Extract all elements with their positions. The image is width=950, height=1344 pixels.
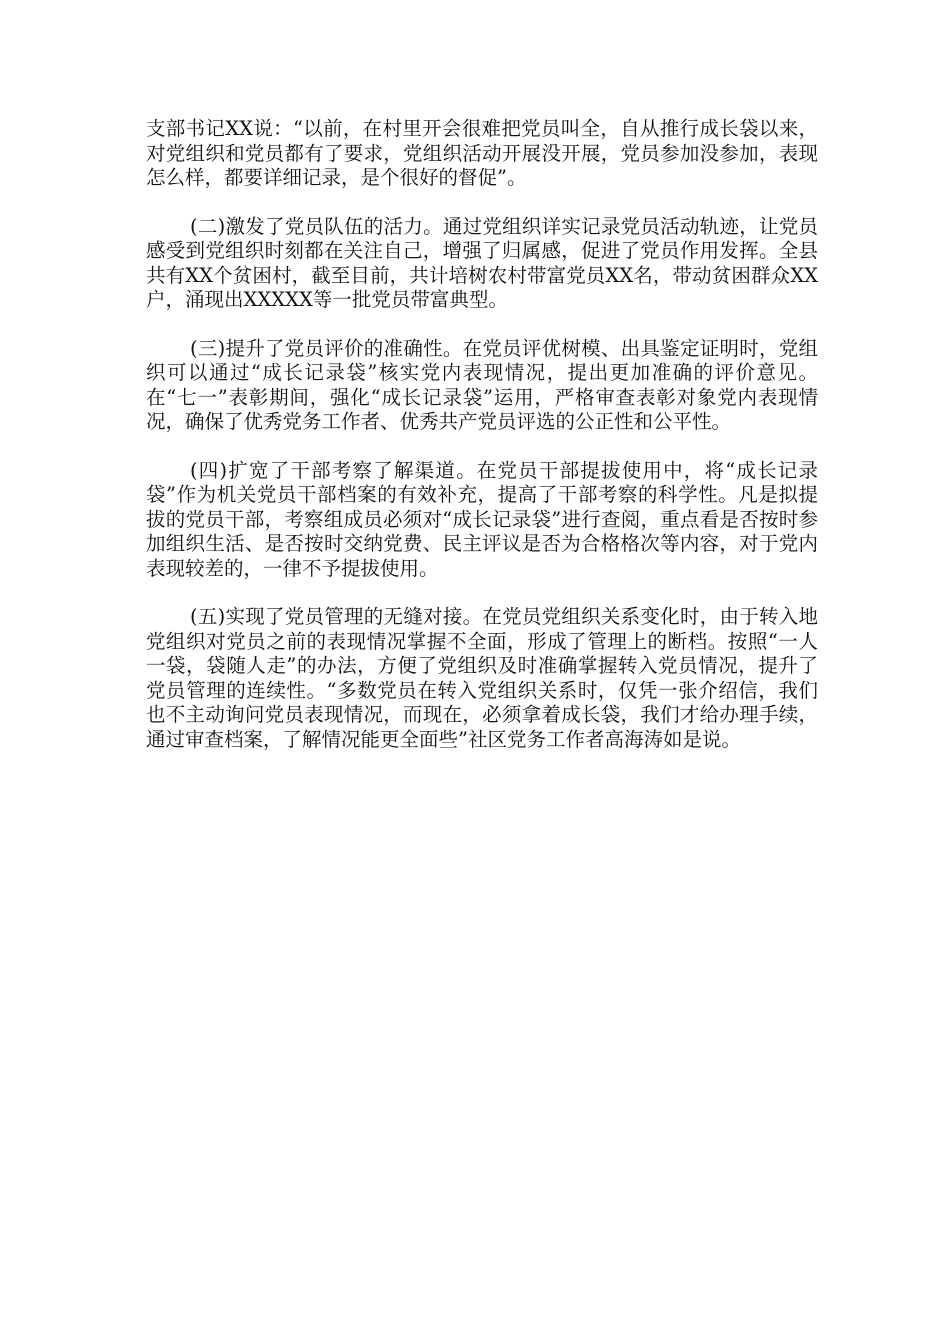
paragraph-quote-secretary: 支部书记XX说：“以前，在村里开会很难把党员叫全，自从推行成长袋以来，对党组织和党员都有了要求，党组织活动开展没开展，党员参加没参加，表现怎么样，都要详细记录，是个很好的督促”。	[146, 117, 818, 189]
paragraph-section-5: (五)实现了党员管理的无缝对接。在党员党组织关系变化时，由于转入地党组织对党员之前的表现情况掌握不全面，形成了管理上的断档。按照“一人一袋，袋随人走”的办法，方便了党组织及时准确掌握转入党员情况，提升了党员管理的连续性。“多数党员在转入党组织关系时，仅凭一张介绍信，我们也不主动询问党员表现情况，而现在，必须拿着成长袋，我们才给办理手续，通过审查档案，了解情况能更全面些”社区党务工作者高海涛如是说。	[146, 605, 818, 751]
document-body	[146, 117, 818, 776]
paragraph-section-4: (四)扩宽了干部考察了解渠道。在党员干部提拔使用中，将“成长记录袋”作为机关党员干部档案的有效补充，提高了干部考察的科学性。凡是拟提拔的党员干部，考察组成员必须对“成长记录袋”进行查阅，重点看是否按时参加组织生活、是否按时交纳党费、民主评议是否为合格格次等内容，对于党内表现较差的，一律不予提拔使用。	[146, 458, 818, 580]
paragraph-section-3: (三)提升了党员评价的准确性。在党员评优树模、出具鉴定证明时，党组织可以通过“成长记录袋”核实党内表现情况，提出更加准确的评价意见。在“七一”表彰期间，强化“成长记录袋”运用，严格审查表彰对象党内表现情况，确保了优秀党务工作者、优秀共产党员评选的公正性和公平性。	[146, 336, 818, 433]
paragraph-section-2: (二)激发了党员队伍的活力。通过党组织详实记录党员活动轨迹，让党员感受到党组织时刻都在关注自己，增强了归属感，促进了党员作用发挥。全县共有XX个贫困村，截至目前，共计培树农村带富党员XX名，带动贫困群众XX户，涌现出XXXXX等一批党员带富典型。	[146, 214, 818, 311]
